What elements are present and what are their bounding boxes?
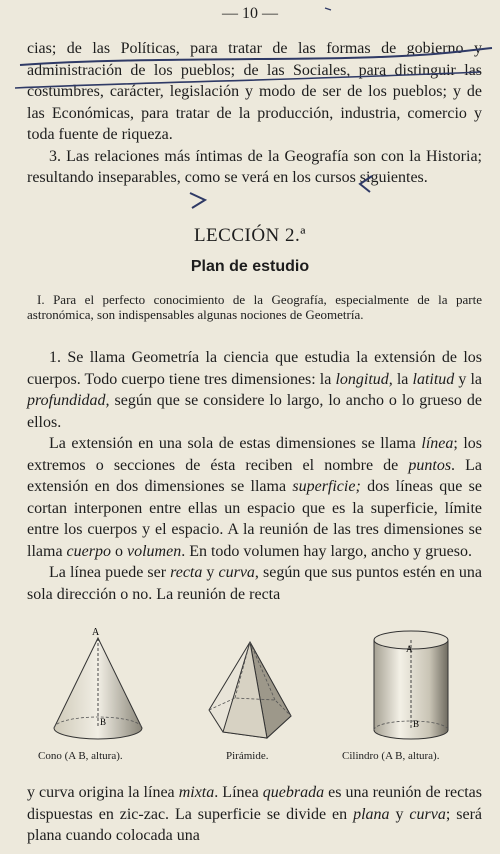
paragraph-3: 3. Las relaciones más íntimas de la Geografía son con la Historia; resultando inseparables, como se verá en los cursos siguientes. <box>27 147 482 186</box>
pyramid-figure <box>205 640 295 746</box>
intro-note: I. Para el perfecto conocimiento de la Geografía, especialmente de la parte astronómica, son indispensables algunas nociones de Geometría. <box>27 292 482 322</box>
cylinder-caption: Cilindro (A B, altura). <box>342 750 440 762</box>
paragraph-1: 1. Se llama Geometría la ciencia que estudia la extensión de los cuerpos. Todo cuerpo tiene tres dimensiones: la longitud, la latitud y la profundidad, según que se considere lo largo, lo ancho o lo grueso de ellos. <box>27 349 482 431</box>
bottom-text <box>27 782 482 847</box>
cylinder-label-a: A <box>406 644 413 654</box>
paragraph-4: y curva origina la línea mixta. Línea quebrada es una reunión de rectas dispuestas en zic-zac. La superficie se divide en plana y curva; será plana cuando colocada una <box>27 784 483 844</box>
pyramid-caption: Pirámide. <box>226 750 269 762</box>
main-text <box>27 347 482 605</box>
lesson-title: LECCIÓN 2.ª <box>193 225 307 246</box>
figures-row <box>0 620 500 770</box>
cylinder-label-b: B <box>413 719 420 729</box>
paragraph-2: La extensión en una sola de estas dimensiones se llama línea; los extremos o secciones de ésta reciben el nombre de puntos. La extensión en dos dimensiones se llama superficie; dos líneas que se cortan interponen entre ellas un espacio que es la superficie, límite entre los cuerpos y el espacio. A la reunión de las tres dimensiones se llama cuerpo o volumen. En todo volumen hay largo, ancho y grueso. <box>27 435 483 560</box>
cone-figure <box>48 624 148 746</box>
cylinder-figure <box>368 626 454 746</box>
top-text <box>27 38 482 189</box>
paragraph-3-line: La línea puede ser recta y curva, según que sus puntos estén en una sola dirección o no. La reunión de recta <box>27 564 482 603</box>
cone-label-a: A <box>92 627 100 638</box>
section-title: Plan de estudio <box>190 258 310 275</box>
cone-caption: Cono (A B, altura). <box>38 750 123 762</box>
cone-label-b: B <box>100 717 107 727</box>
page-number: — 10 — <box>222 5 278 22</box>
paragraph-continuation: cias; de las Políticas, para tratar de las formas de gobierno y administración de los pueblos; de las Sociales, para distinguir las costumbres, carácter, legislación y modo de ser de los pueblos; y de las Económicas, para tratar de la producción, industria, comercio y toda fuente de riqueza. <box>27 40 482 143</box>
